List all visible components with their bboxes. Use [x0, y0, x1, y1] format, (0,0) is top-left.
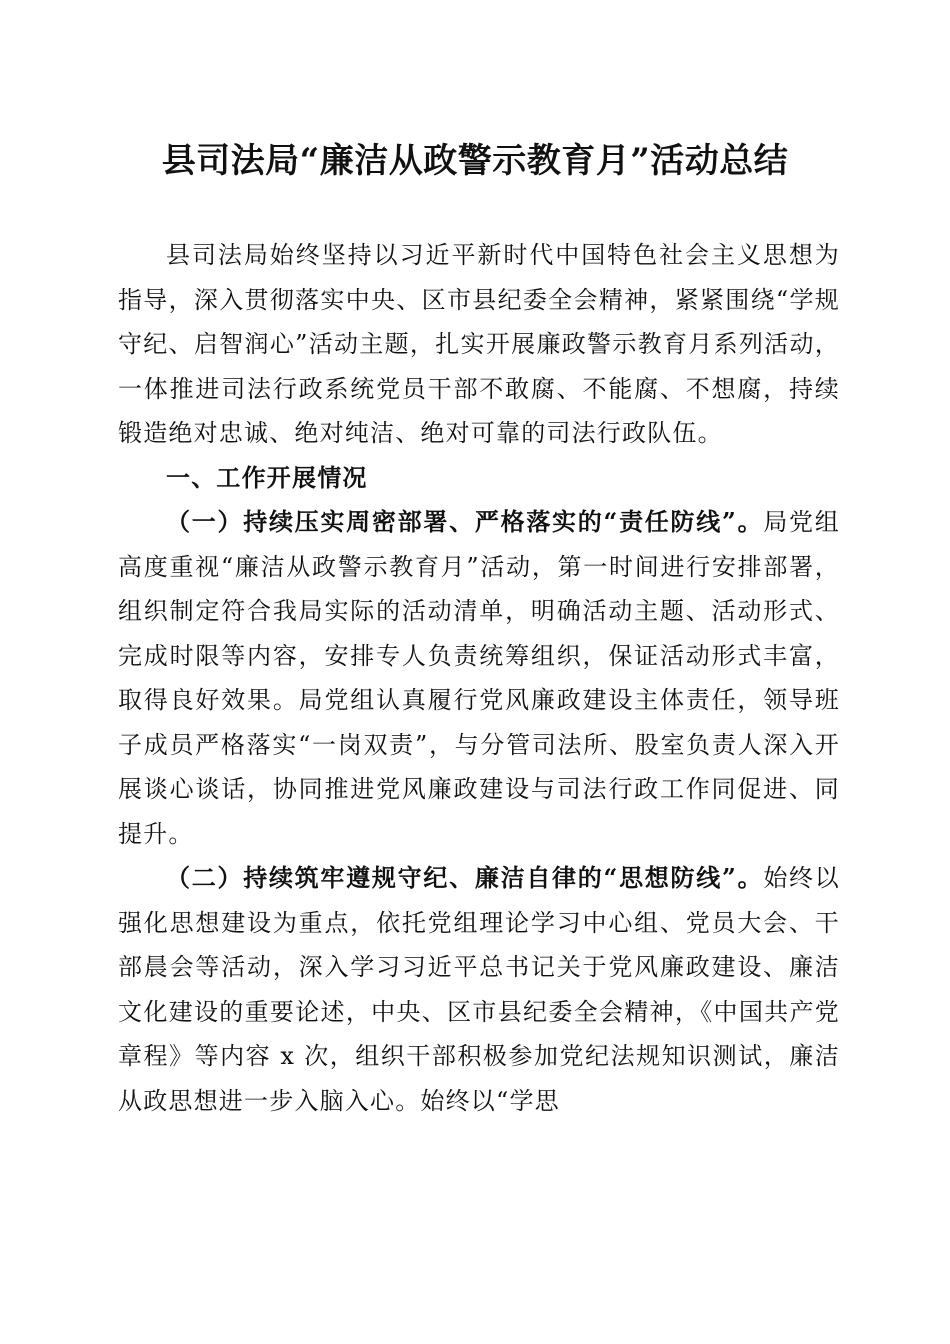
- item2-paragraph: [118, 856, 840, 1123]
- intro-paragraph: 县司法局始终坚持以习近平新时代中国特色社会主义思想为指导，深入贯彻落实中央、区市县纪委全会精神，紧紧围绕“学规守纪、启智润心”活动主题，扎实开展廉政警示教育月系列活动，一体推进司法行政系统党员干部不敢腐、不能腐、不想腐，持续锻造绝对忠诚、绝对纯洁、绝对可靠的司法行政队伍。: [118, 241, 840, 447]
- item1-lead: （一）持续压实周密部署、严格落实的“责任防线”。: [166, 507, 764, 536]
- item1-paragraph: [118, 500, 840, 856]
- item2-body: 始终以强化思想建设为重点，依托党组理论学习中心组、党员大会、干部晨会等活动，深入学习习近平总书记关于党风廉政建设、廉洁文化建设的重要论述，中央、区市县纪委全会精神，《中国共产党章程》等内容 x 次，组织干部积极参加党纪法规知识测试，廉洁从政思想进一步入脑入心。始终以“学思: [118, 864, 840, 1115]
- document-title: 县司法局“廉洁从政警示教育月”活动总结: [161, 141, 789, 181]
- item1-body: 局党组高度重视“廉洁从政警示教育月”活动，第一时间进行安排部署，组织制定符合我局实际的活动清单，明确活动主题、活动形式、完成时限等内容，安排专人负责统筹组织，保证活动形式丰富，取得良好效果。局党组认真履行党风廉政建设主体责任，领导班子成员严格落实“一岗双责”，与分管司法所、股室负责人深入开展谈心谈话，协同推进党风廉政建设与司法行政工作同促进、同提升。: [118, 508, 840, 848]
- item2-lead: （二）持续筑牢遵规守纪、廉洁自律的“思想防线”。: [166, 863, 764, 892]
- document-body: [118, 233, 840, 1123]
- section-heading-work-progress: 一、工作开展情况: [166, 462, 368, 492]
